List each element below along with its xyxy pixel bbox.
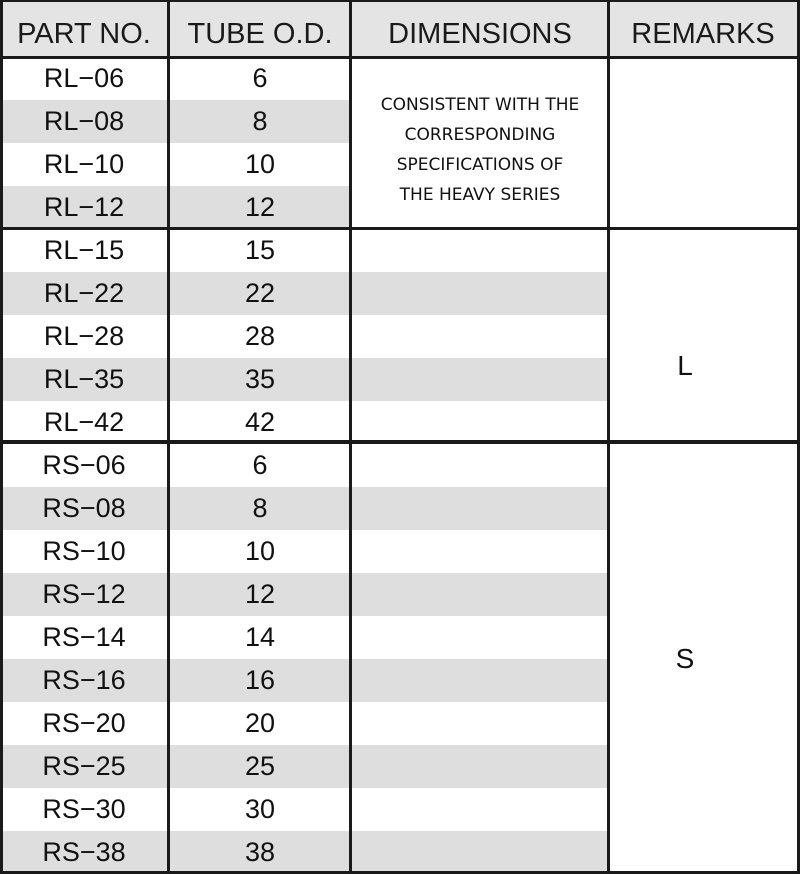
part-no-cell: RL−22 <box>43 278 125 308</box>
header-tube-od: TUBE O.D. <box>187 18 333 50</box>
part-no-cell: RS−20 <box>42 708 126 738</box>
remark-s: S <box>675 643 695 674</box>
tube-od-cell: 12 <box>244 192 276 222</box>
part-no-cell: RS−10 <box>42 536 126 566</box>
tube-od-cell: 8 <box>252 493 268 523</box>
divider-col-3 <box>607 0 610 874</box>
part-no-cell: RL−08 <box>43 106 125 136</box>
dimensions-note-line: THE HEAVY SERIES <box>399 185 561 205</box>
divider-col-1 <box>167 0 170 874</box>
tube-od-cell: 38 <box>244 837 276 867</box>
tube-od-cell: 10 <box>244 149 276 179</box>
part-no-cell: RS−14 <box>42 622 126 652</box>
table-header <box>0 0 800 56</box>
part-no-cell: RS−12 <box>42 579 126 609</box>
tube-od-cell: 35 <box>244 364 276 394</box>
part-no-cell: RS−30 <box>42 794 126 824</box>
dimensions-note-line: SPECIFICATIONS OF <box>396 155 564 175</box>
tube-od-cell: 30 <box>244 794 276 824</box>
tube-od-cell: 8 <box>252 106 268 136</box>
part-no-cell: RL−10 <box>43 149 125 179</box>
tube-od-cell: 25 <box>244 751 276 781</box>
border-left <box>0 0 3 874</box>
group-rule-2 <box>0 440 800 444</box>
tube-od-cell: 14 <box>244 622 276 652</box>
dimensions-note <box>352 90 608 210</box>
divider-col-2 <box>349 0 352 874</box>
tube-od-cell: 15 <box>244 235 276 265</box>
tube-od-cell: 42 <box>244 407 276 437</box>
remark-l: L <box>677 350 693 381</box>
part-no-cell: RS−25 <box>42 751 126 781</box>
tube-od-cell: 22 <box>244 278 276 308</box>
tube-od-cell: 12 <box>244 579 276 609</box>
part-no-cell: RS−38 <box>42 837 126 867</box>
dimensions-note-line: CORRESPONDING <box>404 125 556 145</box>
header-part-no: PART NO. <box>17 18 151 50</box>
header-dimensions: DIMENSIONS <box>388 18 572 50</box>
header-remarks: REMARKS <box>631 18 775 50</box>
tube-od-cell: 28 <box>244 321 276 351</box>
part-no-cell: RS−16 <box>42 665 126 695</box>
part-no-cell: RL−28 <box>43 321 125 351</box>
part-no-cell: RL−42 <box>43 407 125 437</box>
tube-od-cell: 16 <box>244 665 276 695</box>
part-no-cell: RS−08 <box>42 493 126 523</box>
part-no-cell: RL−35 <box>43 364 125 394</box>
part-no-cell: RS−06 <box>42 450 126 480</box>
part-no-cell: RL−12 <box>43 192 125 222</box>
border-top <box>0 0 800 2</box>
group-rule-1 <box>0 227 800 230</box>
tube-od-cell: 10 <box>244 536 276 566</box>
tube-od-cell: 6 <box>252 63 268 93</box>
header-rule <box>0 56 800 59</box>
part-no-cell: RL−15 <box>43 235 125 265</box>
tube-od-cell: 20 <box>244 708 276 738</box>
part-no-cell: RL−06 <box>43 63 125 93</box>
dimensions-note-line: CONSISTENT WITH THE <box>380 95 580 115</box>
tube-od-cell: 6 <box>252 450 268 480</box>
